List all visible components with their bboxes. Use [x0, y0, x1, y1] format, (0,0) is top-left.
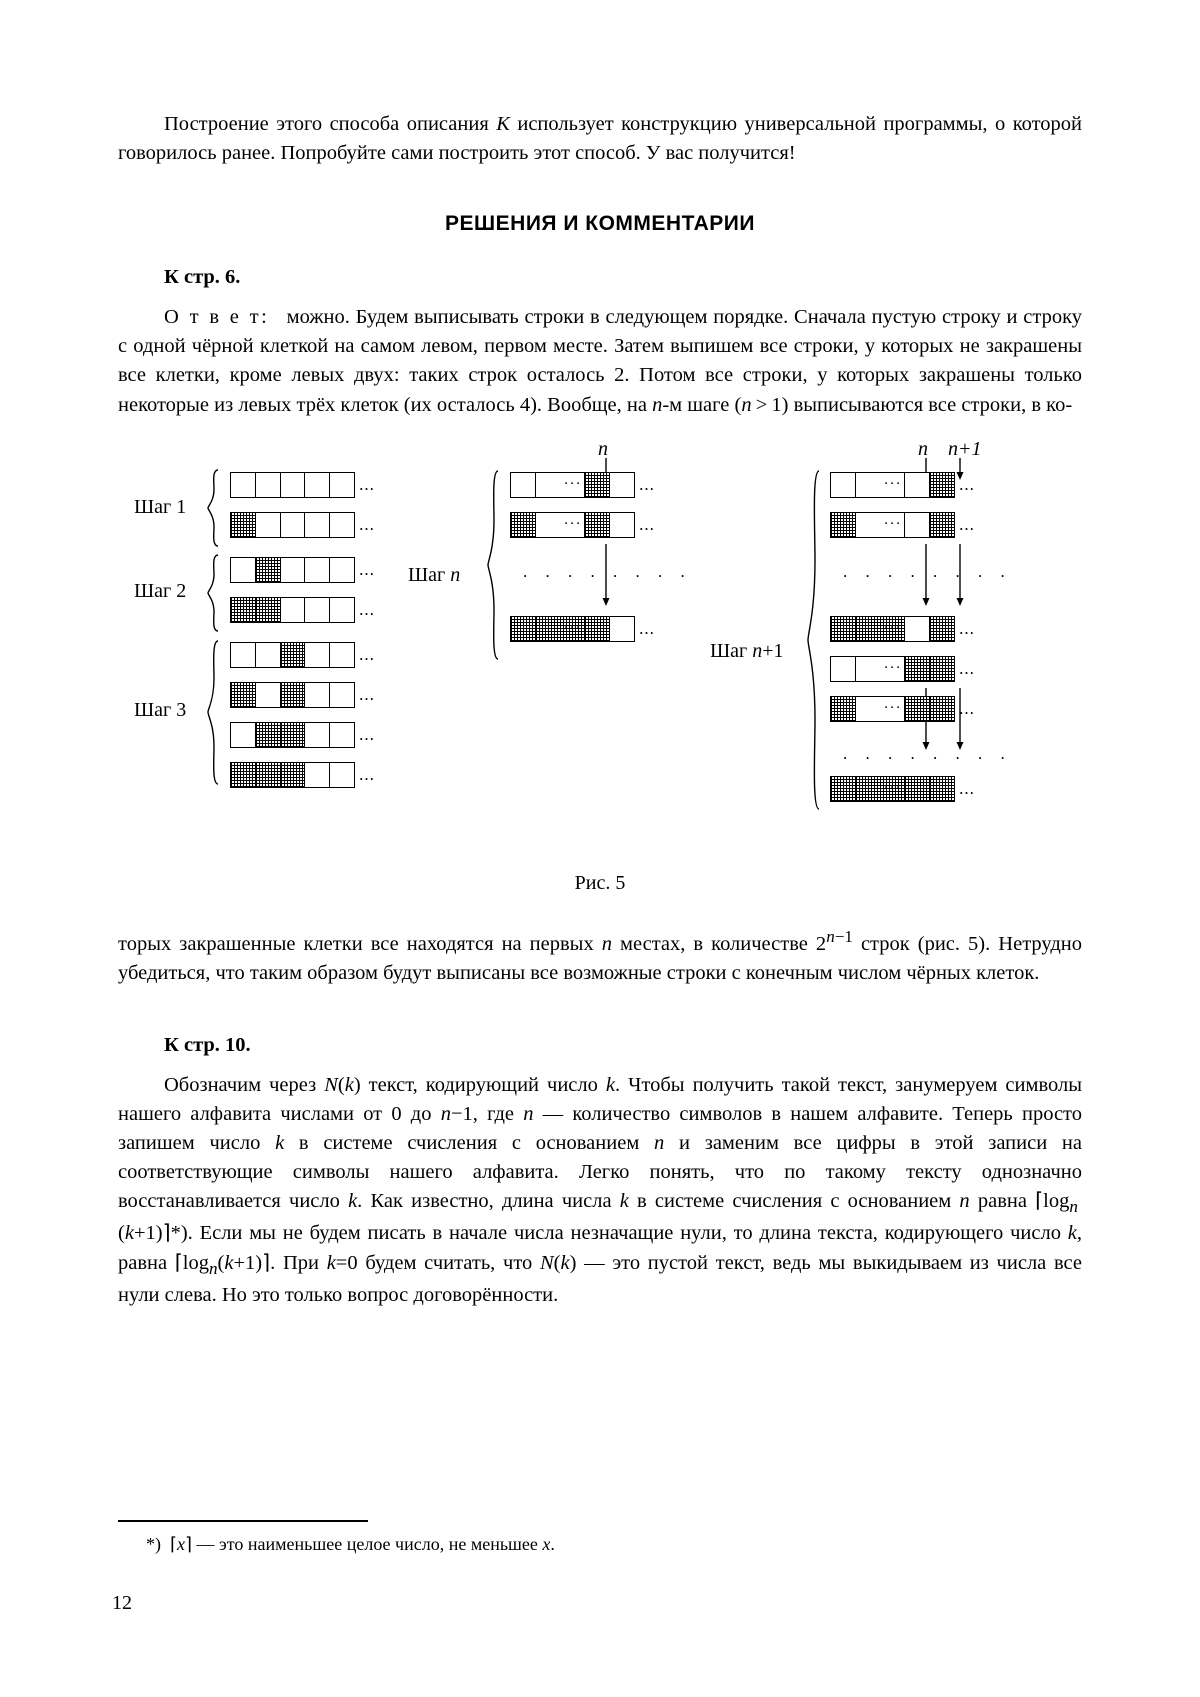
figure-row: [830, 696, 975, 722]
arrow-down-icon: [921, 544, 931, 606]
figure-cell: [255, 682, 281, 708]
figure-cell: [304, 682, 330, 708]
figure-cell: [329, 557, 355, 583]
footnote: *) ⌈x⌉ — это наименьшее целое число, не меньшее x.: [146, 1534, 555, 1554]
figure-row-tail: ...: [359, 474, 375, 494]
figure-cell: [904, 512, 930, 538]
figure-cell-ellipsis: ···: [560, 472, 586, 498]
answer-paragraph: О т в е т: можно. Будем выписывать строки в следующем порядке. Сначала пустую строку и строку с одной чёрной клеткой на самом левом, первом месте. Затем выпишем все строки, у которых не закрашены все клетки, кроме левых двух: таких строк осталось 2. Потом все строки, у которых закрашены только некоторые из левых трёх клеток (их осталось 4). Вообще, на n-м шаге (n > 1) выписываются все строки, в ко-: [118, 306, 1083, 416]
footnote-divider: [118, 1520, 368, 1522]
figure-cell: [280, 512, 306, 538]
figure-cell-filled: [535, 616, 561, 642]
page-content: [118, 110, 1082, 1310]
figure-cell: [535, 472, 561, 498]
figure-cell: [304, 642, 330, 668]
group-label-step1: Шаг 1: [134, 495, 187, 518]
figure-cell: [830, 656, 856, 682]
figure-cell-filled: [929, 696, 955, 722]
figure-row-tail: ...: [959, 474, 975, 494]
column-header-n-right: n: [918, 437, 928, 460]
figure-cell-filled: [280, 642, 306, 668]
figure-cell: [304, 722, 330, 748]
figure-row: [830, 616, 975, 642]
figure-cell-filled: [255, 762, 281, 788]
section-title: РЕШЕНИЯ И КОММЕНТАРИИ: [445, 212, 755, 236]
figure-caption: Рис. 5: [574, 871, 626, 894]
figure-cell: [329, 472, 355, 498]
figure-cell-ellipsis: ···: [880, 472, 906, 498]
figure-5: [118, 437, 1082, 864]
figure-cell-filled: [929, 656, 955, 682]
figure-cell-ellipsis: ···: [880, 696, 906, 722]
figure-cell: [329, 682, 355, 708]
figure-row: [830, 472, 975, 498]
figure-cell-filled: [280, 722, 306, 748]
figure-cell-filled: [280, 682, 306, 708]
figure-row-tail: ...: [359, 684, 375, 704]
figure-row-tail: ...: [359, 644, 375, 664]
figure-cell: [855, 696, 881, 722]
figure-cell: [855, 512, 881, 538]
figure-row: [230, 682, 375, 708]
figure-cell-filled: [904, 656, 930, 682]
figure-row: [510, 472, 655, 498]
figure-cell-filled: [230, 597, 256, 623]
figure-cell: [904, 472, 930, 498]
figure-cell: [855, 656, 881, 682]
figure-cell: [304, 762, 330, 788]
figure-row: [830, 776, 975, 802]
figure-cell: [255, 642, 281, 668]
intro-paragraph: Построение этого способа описания K использует конструкцию универсальной программы, о которой говорилось ранее. Попробуйте сами построить этот способ. У вас получится!: [118, 113, 1082, 165]
figure-row-tail: ...: [639, 474, 655, 494]
figure-cell-ellipsis: ···: [560, 512, 586, 538]
column-header-n: n: [598, 437, 608, 460]
figure-row-tail: ...: [639, 514, 655, 534]
figure-row: [230, 557, 375, 583]
figure-cell-filled: [830, 512, 856, 538]
figure-cell-filled: [855, 616, 881, 642]
figure-row-tail: ...: [959, 618, 975, 638]
figure-cell-filled: [929, 472, 955, 498]
figure-cell: [609, 616, 635, 642]
figure-cell: [329, 597, 355, 623]
figure-cell-ellipsis: ···: [880, 512, 906, 538]
column-header-n-plus-1: n+1: [948, 437, 982, 460]
figure-vertical-ellipsis: . . . . . . . .: [843, 743, 1012, 763]
figure-row: [830, 512, 975, 538]
figure-row-tail: ...: [639, 618, 655, 638]
figure-cell-ellipsis: ···: [880, 656, 906, 682]
figure-row-tail: ...: [959, 778, 975, 798]
figure-cell: [230, 722, 256, 748]
figure-cell: [230, 557, 256, 583]
figure-cell-filled: [929, 616, 955, 642]
figure-cell: [280, 597, 306, 623]
figure-cell-filled: [584, 512, 610, 538]
group-label-step3: Шаг 3: [134, 698, 187, 721]
group-label-step2: Шаг 2: [134, 579, 187, 602]
figure-cell-filled: [830, 776, 856, 802]
figure-cell-ellipsis: ···: [880, 776, 906, 802]
figure-cell: [830, 472, 856, 498]
figure-cell: [904, 616, 930, 642]
figure-cell-filled: [230, 512, 256, 538]
page10-paragraph: Обозначим через N(k) текст, кодирующий число k. Чтобы получить такой текст, занумеруем символы нашего алфавита числами от 0 до n−1, где n — количество символов в нашем алфавите. Теперь просто запишем число k в системе счисления с основанием n и заменим все цифры в этой записи на соответствующие символы нашего алфавита. Легко понять, что по такому тексту однозначно восстанавливается число k. Как известно, длина числа k в системе счисления с основанием n равна $⌈\log_n$ (k+1)⌉*). Если мы не будем писать в начале числа незначащие нули, то длина текста, кодирующего число k, равна $⌈\log_n(k+1)⌉$. При k=0 будем считать, что N(k) — это пустой текст, ведь мы выкидываем из числа все нули слева. Но это только вопрос договорённости.: [118, 1073, 1082, 1306]
figure-cell-filled: [904, 776, 930, 802]
answer-label: О т в е т:: [164, 306, 270, 329]
figure-cell: [230, 472, 256, 498]
group-label-stepn1: Шаг n+1: [710, 639, 784, 662]
figure-row: [230, 597, 375, 623]
figure-cell-filled: [280, 762, 306, 788]
figure-cell-filled: [929, 776, 955, 802]
brace-step3: [206, 640, 220, 785]
brace-stepn: [486, 470, 500, 660]
figure-cell: [280, 557, 306, 583]
figure-row: [510, 616, 655, 642]
figure-cell-filled: [929, 512, 955, 538]
group-label-stepn: Шаг n: [408, 563, 461, 586]
arrow-down-icon: [955, 544, 965, 606]
brace-step2: [206, 554, 220, 632]
figure-cell-filled: [584, 616, 610, 642]
figure-cell-filled: [904, 696, 930, 722]
brace-stepn1: [806, 470, 822, 810]
figure-cell-filled: [510, 512, 536, 538]
figure-row-tail: ...: [359, 514, 375, 534]
arrow-down-icon: [601, 544, 611, 606]
figure-cell: [329, 762, 355, 788]
figure-row-tail: ...: [959, 698, 975, 718]
figure-cell: [280, 472, 306, 498]
figure-cell: [304, 597, 330, 623]
figure-cell-filled: [255, 722, 281, 748]
figure-row: [830, 656, 975, 682]
figure-cell-filled: [510, 616, 536, 642]
figure-cell: [855, 472, 881, 498]
figure-cell-filled: [230, 682, 256, 708]
figure-cell: [230, 642, 256, 668]
figure-row-tail: ...: [359, 599, 375, 619]
figure-row: [510, 512, 655, 538]
brace-step1: [206, 469, 220, 547]
figure-cell: [535, 512, 561, 538]
figure-row: [230, 512, 375, 538]
subhead-page6: К стр. 6.: [164, 266, 241, 289]
figure-vertical-ellipsis: . . . . . . . .: [523, 561, 692, 581]
page-number: 12: [112, 1592, 132, 1614]
figure-row-tail: ...: [359, 724, 375, 744]
figure-row: [230, 722, 375, 748]
figure-cell: [304, 512, 330, 538]
figure-row-tail: ...: [959, 658, 975, 678]
figure-cell-ellipsis: ···: [880, 616, 906, 642]
figure-vertical-ellipsis: . . . . . . . .: [843, 561, 1012, 581]
figure-cell: [304, 557, 330, 583]
figure-cell-filled: [855, 776, 881, 802]
figure-row-tail: ...: [959, 514, 975, 534]
figure-cell-filled: [584, 472, 610, 498]
subhead-page10: К стр. 10.: [164, 1033, 251, 1056]
figure-cell: [510, 472, 536, 498]
figure-cell: [255, 512, 281, 538]
figure-cell-filled: [830, 696, 856, 722]
figure-cell-filled: [255, 557, 281, 583]
figure-row: [230, 642, 375, 668]
figure-cell: [255, 472, 281, 498]
figure-row: [230, 762, 375, 788]
figure-cell: [329, 642, 355, 668]
figure-cell-filled: [255, 597, 281, 623]
figure-row-tail: ...: [359, 764, 375, 784]
figure-cell: [609, 512, 635, 538]
figure-row: [230, 472, 375, 498]
after-figure-paragraph: торых закрашенные клетки все находятся на первых n местах, в количестве $2^{n-1}$ строк (рис. 5). Нетрудно убедиться, что таким образом будут выписаны все возможные строки с конечным числом чёрных клеток.: [118, 926, 1082, 984]
figure-cell-ellipsis: ···: [560, 616, 586, 642]
figure-cell-filled: [230, 762, 256, 788]
figure-cell: [329, 722, 355, 748]
figure-cell: [609, 472, 635, 498]
figure-cell-filled: [830, 616, 856, 642]
figure-cell: [304, 472, 330, 498]
figure-cell: [329, 512, 355, 538]
figure-row-tail: ...: [359, 559, 375, 579]
